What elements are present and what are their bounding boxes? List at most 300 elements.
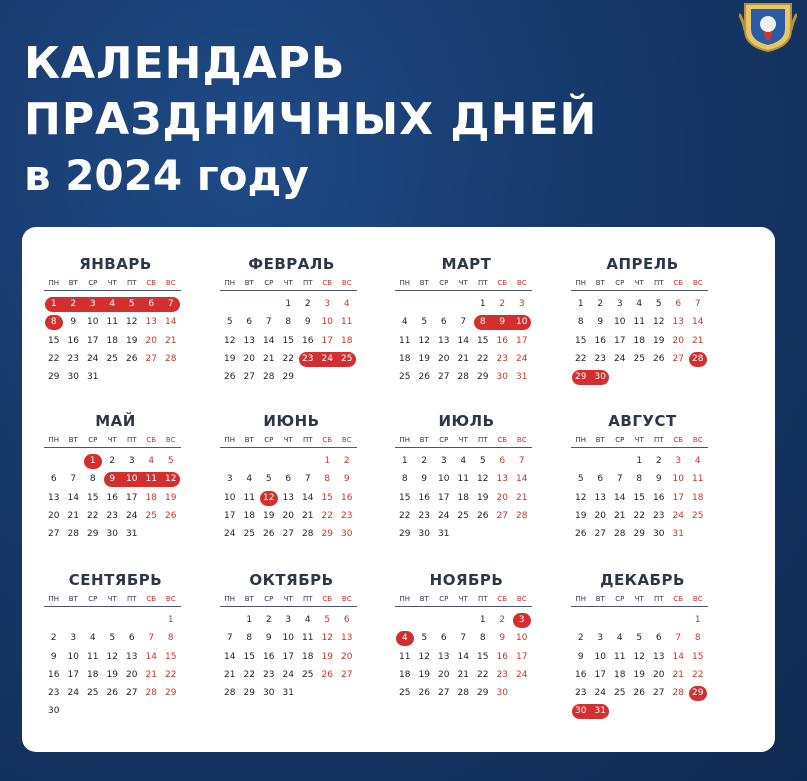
day: 13: [438, 335, 450, 346]
weekday-label: СР: [439, 436, 449, 444]
empty-day: [454, 526, 474, 544]
day: 21: [457, 353, 469, 364]
day: 27: [496, 510, 508, 521]
empty-day: [337, 685, 357, 703]
weekday-label: СБ: [146, 436, 157, 444]
week-row: [395, 667, 532, 685]
day: 19: [633, 669, 645, 680]
day: 7: [518, 456, 525, 466]
title-line-3: в 2024 году: [24, 151, 309, 200]
day: 23: [418, 510, 430, 521]
week-row: [571, 314, 708, 332]
empty-day: [259, 296, 279, 314]
day: 31: [87, 372, 99, 383]
day: 4: [89, 633, 96, 644]
weekday-label: ПТ: [477, 436, 488, 444]
week-row: [44, 667, 181, 685]
day: 18: [341, 335, 353, 346]
day: 25: [145, 510, 157, 521]
weekday-label: ПН: [48, 595, 60, 603]
day: 22: [282, 353, 294, 364]
weekday-label: ПТ: [653, 595, 664, 603]
day: 14: [672, 651, 684, 662]
day: 23: [594, 353, 606, 364]
day: 5: [265, 474, 272, 485]
empty-day: [298, 369, 318, 387]
day: 18: [692, 492, 704, 503]
empty-day: [649, 369, 669, 387]
day: 17: [126, 492, 138, 503]
empty-day: [142, 526, 162, 544]
calendar-grid: [44, 255, 764, 735]
day: 6: [440, 633, 447, 644]
day: 31: [438, 529, 450, 540]
weekday-header: [220, 277, 357, 291]
week-row: [395, 526, 532, 544]
month-name: АВГУСТ: [608, 412, 677, 430]
day: 20: [48, 510, 60, 521]
week-row: [571, 333, 708, 351]
day: 17: [282, 651, 294, 662]
holiday-day: 8: [50, 317, 57, 328]
empty-day: [591, 453, 611, 471]
weeks: [220, 296, 357, 387]
weekday-label: ПН: [48, 279, 60, 287]
day: 1: [479, 299, 486, 309]
day: 1: [577, 299, 584, 309]
day: 13: [672, 317, 684, 328]
day: 23: [341, 510, 353, 521]
week-row: [571, 703, 708, 721]
day: 28: [614, 529, 626, 540]
day: 30: [496, 372, 508, 383]
day: 9: [265, 633, 272, 644]
holiday-day: 23: [302, 353, 314, 364]
day: 6: [246, 317, 253, 328]
week-row: [220, 296, 357, 314]
day: 19: [418, 353, 430, 364]
empty-day: [122, 369, 142, 387]
day: 25: [106, 353, 118, 364]
day: 19: [418, 669, 430, 680]
day: 25: [399, 372, 411, 383]
weekday-label: ПТ: [477, 595, 488, 603]
holiday-day: 31: [594, 706, 606, 717]
day: 6: [597, 474, 604, 485]
day: 4: [636, 299, 643, 309]
holiday-day: 1: [89, 456, 96, 466]
day: 16: [341, 492, 353, 503]
weekday-header: [395, 434, 532, 448]
day: 29: [48, 372, 60, 383]
day: 1: [167, 615, 174, 625]
empty-day: [571, 612, 591, 630]
week-row: [571, 612, 708, 630]
day: 18: [633, 335, 645, 346]
day: 8: [246, 633, 253, 644]
day: 26: [126, 353, 138, 364]
day: 19: [477, 492, 489, 503]
day: 28: [516, 510, 528, 521]
holiday-day: 30: [575, 706, 587, 717]
day: 26: [224, 372, 236, 383]
day: 24: [87, 353, 99, 364]
month-name: ДЕКАБРЬ: [600, 571, 685, 589]
empty-day: [688, 369, 708, 387]
day: 19: [575, 510, 587, 521]
day: 26: [418, 688, 430, 699]
month-10: [220, 571, 357, 703]
day: 15: [165, 651, 177, 662]
weekday-label: ВС: [341, 279, 352, 287]
day: 13: [653, 651, 665, 662]
day: 27: [282, 529, 294, 540]
day: 3: [226, 474, 233, 485]
day: 26: [106, 688, 118, 699]
week-row: [44, 649, 181, 667]
day: 16: [575, 669, 587, 680]
day: 4: [616, 633, 623, 644]
week-row: [571, 630, 708, 648]
day: 18: [87, 669, 99, 680]
day: 1: [246, 615, 253, 625]
day: 13: [145, 317, 157, 328]
empty-day: [512, 526, 532, 544]
empty-day: [220, 453, 240, 471]
day: 9: [343, 474, 350, 485]
day: 9: [499, 633, 506, 644]
day: 16: [106, 492, 118, 503]
weeks: [395, 296, 532, 387]
day: 22: [165, 669, 177, 680]
day: 29: [399, 529, 411, 540]
day: 30: [67, 372, 79, 383]
day: 28: [457, 372, 469, 383]
holiday-day: 3: [518, 615, 525, 625]
day: 6: [675, 299, 682, 309]
weekday-header: [571, 593, 708, 607]
day: 11: [692, 474, 704, 485]
day: 23: [653, 510, 665, 521]
weekday-label: ВТ: [595, 595, 605, 603]
weekday-label: ПН: [224, 595, 236, 603]
empty-day: [434, 296, 454, 314]
holiday-day: 30: [594, 372, 606, 383]
day: 17: [87, 335, 99, 346]
week-row: [220, 490, 357, 508]
day: 26: [633, 688, 645, 699]
day: 8: [89, 474, 96, 485]
week-row: [220, 351, 357, 369]
day: 1: [285, 299, 292, 309]
day: 15: [633, 492, 645, 503]
month-name: МАЙ: [95, 412, 136, 430]
day: 7: [70, 474, 77, 485]
week-row: [395, 508, 532, 526]
day: 7: [226, 633, 233, 644]
day: 4: [246, 474, 253, 485]
day: 17: [67, 669, 79, 680]
month-1: [44, 255, 181, 387]
weekday-label: СБ: [673, 436, 684, 444]
weekday-label: ПН: [224, 279, 236, 287]
empty-day: [454, 296, 474, 314]
holiday-day: 7: [167, 299, 174, 309]
day: 7: [616, 474, 623, 485]
day: 16: [263, 651, 275, 662]
day: 7: [460, 317, 467, 328]
day: 5: [655, 299, 662, 309]
empty-day: [415, 296, 435, 314]
day: 25: [633, 353, 645, 364]
week-row: [395, 369, 532, 387]
day: 14: [457, 335, 469, 346]
weeks: [44, 612, 181, 722]
weekday-label: ПН: [399, 595, 411, 603]
week-row: [44, 351, 181, 369]
empty-day: [669, 612, 689, 630]
day: 12: [321, 633, 333, 644]
day: 16: [302, 335, 314, 346]
weekday-label: ЧТ: [283, 279, 293, 287]
day: 2: [421, 456, 428, 466]
day: 12: [418, 335, 430, 346]
week-row: [571, 508, 708, 526]
weekday-label: СР: [615, 595, 625, 603]
weekday-label: ЧТ: [107, 279, 117, 287]
day: 6: [50, 474, 57, 485]
day: 2: [50, 633, 57, 644]
empty-day: [337, 369, 357, 387]
day: 6: [285, 474, 292, 485]
week-row: [44, 612, 181, 630]
day: 20: [672, 335, 684, 346]
day: 24: [672, 510, 684, 521]
weeks: [44, 453, 181, 544]
week-row: [44, 685, 181, 703]
day: 15: [477, 651, 489, 662]
day: 23: [496, 353, 508, 364]
weekday-label: СР: [264, 436, 274, 444]
weekday-label: СР: [264, 595, 274, 603]
day: 18: [399, 669, 411, 680]
weekday-label: ПТ: [653, 436, 664, 444]
weekday-label: ВС: [341, 436, 352, 444]
day: 24: [67, 688, 79, 699]
weekday-label: ВТ: [68, 279, 78, 287]
day: 12: [418, 651, 430, 662]
day: 22: [633, 510, 645, 521]
day: 10: [321, 317, 333, 328]
day: 26: [477, 510, 489, 521]
day: 17: [321, 335, 333, 346]
day: 10: [224, 492, 236, 503]
day: 23: [575, 688, 587, 699]
day: 22: [243, 669, 255, 680]
day: 22: [477, 669, 489, 680]
weekday-label: ЧТ: [283, 595, 293, 603]
day: 4: [401, 317, 408, 328]
holiday-day: 10: [516, 317, 528, 328]
weekday-label: ЧТ: [283, 436, 293, 444]
weekday-label: ВТ: [68, 595, 78, 603]
day: 22: [477, 353, 489, 364]
week-row: [44, 314, 181, 332]
weekday-label: ПТ: [126, 436, 137, 444]
day: 29: [477, 372, 489, 383]
weekday-header: [44, 593, 181, 607]
month-8: [571, 412, 708, 544]
day: 20: [145, 335, 157, 346]
holiday-day: 28: [692, 353, 704, 364]
empty-day: [142, 369, 162, 387]
weekday-label: СР: [88, 279, 98, 287]
day: 1: [636, 456, 643, 466]
week-row: [44, 333, 181, 351]
day: 2: [343, 456, 350, 466]
weeks: [44, 296, 181, 387]
day: 16: [496, 651, 508, 662]
day: 26: [575, 529, 587, 540]
day: 20: [438, 669, 450, 680]
day: 8: [324, 474, 331, 485]
empty-day: [64, 612, 84, 630]
month-4: [571, 255, 708, 387]
empty-day: [298, 685, 318, 703]
empty-day: [122, 612, 142, 630]
day: 9: [577, 651, 584, 662]
week-row: [395, 453, 532, 471]
day: 14: [165, 317, 177, 328]
weekday-header: [571, 434, 708, 448]
week-row: [44, 453, 181, 471]
week-row: [220, 649, 357, 667]
month-2: [220, 255, 357, 387]
month-6: [220, 412, 357, 544]
day: 3: [518, 299, 525, 309]
weekday-label: ВС: [341, 595, 352, 603]
day: 14: [692, 317, 704, 328]
day: 19: [653, 335, 665, 346]
day: 23: [48, 688, 60, 699]
day: 11: [341, 317, 353, 328]
day: 26: [165, 510, 177, 521]
day: 27: [48, 529, 60, 540]
week-row: [220, 333, 357, 351]
month-name: АПРЕЛЬ: [606, 255, 679, 273]
empty-day: [610, 703, 630, 721]
day: 29: [243, 688, 255, 699]
day: 17: [614, 335, 626, 346]
day: 9: [70, 317, 77, 328]
month-name: ОКТЯБРЬ: [249, 571, 334, 589]
day: 21: [516, 492, 528, 503]
day: 13: [341, 633, 353, 644]
weeks: [220, 453, 357, 544]
day: 16: [594, 335, 606, 346]
day: 2: [655, 456, 662, 466]
weekday-label: ПН: [224, 436, 236, 444]
holiday-day: 12: [263, 492, 275, 503]
empty-day: [161, 703, 181, 721]
day: 4: [304, 615, 311, 625]
day: 28: [224, 688, 236, 699]
day: 12: [477, 474, 489, 485]
empty-day: [473, 526, 493, 544]
day: 1: [401, 456, 408, 466]
empty-day: [571, 453, 591, 471]
day: 20: [653, 669, 665, 680]
empty-day: [415, 612, 435, 630]
day: 9: [304, 317, 311, 328]
empty-day: [434, 612, 454, 630]
day: 18: [614, 669, 626, 680]
weekday-label: ВТ: [595, 436, 605, 444]
day: 24: [438, 510, 450, 521]
day: 1: [479, 615, 486, 625]
week-row: [395, 471, 532, 489]
weekday-header: [395, 277, 532, 291]
day: 16: [67, 335, 79, 346]
week-row: [44, 630, 181, 648]
empty-day: [44, 612, 64, 630]
day: 17: [224, 510, 236, 521]
day: 23: [67, 353, 79, 364]
week-row: [395, 649, 532, 667]
day: 19: [321, 651, 333, 662]
day: 22: [575, 353, 587, 364]
day: 19: [224, 353, 236, 364]
day: 3: [597, 633, 604, 644]
day: 2: [499, 615, 506, 625]
day: 30: [106, 529, 118, 540]
empty-day: [649, 703, 669, 721]
day: 13: [438, 651, 450, 662]
month-name: МАРТ: [441, 255, 492, 273]
empty-day: [279, 453, 299, 471]
weekday-label: ПН: [399, 279, 411, 287]
weekday-header: [571, 277, 708, 291]
weekday-label: ВТ: [244, 279, 254, 287]
week-row: [220, 685, 357, 703]
day: 30: [341, 529, 353, 540]
day: 21: [67, 510, 79, 521]
day: 8: [694, 633, 701, 644]
day: 28: [67, 529, 79, 540]
day: 13: [243, 335, 255, 346]
week-row: [44, 703, 181, 721]
day: 7: [675, 633, 682, 644]
weekday-label: ВТ: [419, 279, 429, 287]
holiday-day: 9: [499, 317, 506, 328]
week-row: [44, 471, 181, 489]
day: 8: [285, 317, 292, 328]
weekday-label: СР: [88, 436, 98, 444]
weekday-label: ВС: [692, 595, 703, 603]
day: 12: [126, 317, 138, 328]
day: 14: [145, 651, 157, 662]
holiday-day: 4: [109, 299, 116, 309]
day: 26: [653, 353, 665, 364]
month-5: [44, 412, 181, 544]
weekday-label: ВТ: [419, 595, 429, 603]
week-row: [395, 333, 532, 351]
empty-day: [454, 612, 474, 630]
day: 6: [343, 615, 350, 625]
empty-day: [630, 703, 650, 721]
week-row: [220, 453, 357, 471]
empty-day: [298, 453, 318, 471]
